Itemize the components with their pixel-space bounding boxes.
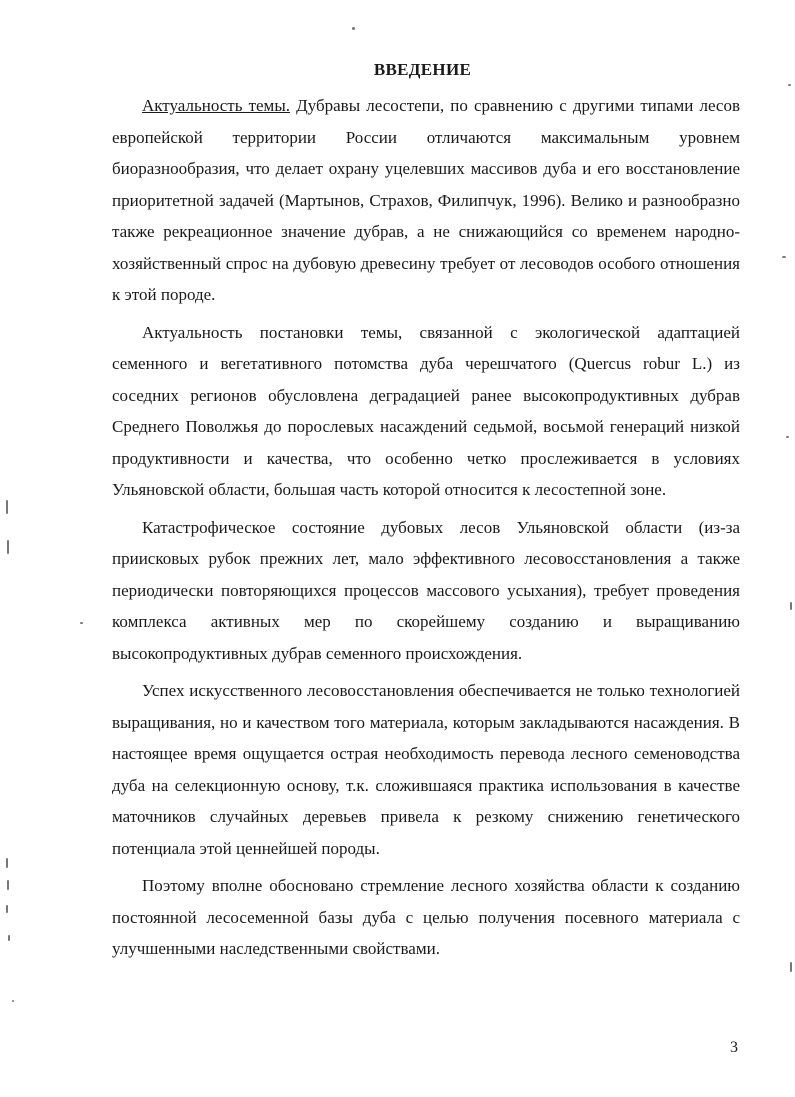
scan-speck [6, 500, 8, 514]
scan-speck [352, 27, 355, 30]
scan-speck [782, 256, 786, 258]
page-number: 3 [730, 1039, 738, 1056]
scan-speck [790, 962, 792, 972]
scan-speck [12, 1000, 14, 1002]
scan-speck [788, 84, 791, 86]
scan-speck [6, 905, 8, 913]
scan-speck [786, 436, 789, 438]
scan-speck [7, 880, 9, 890]
paragraph-reforestation: Успех искусственного лесовосстановления обеспечивается не только технологией выращивания, но и качеством того материала, которым закладываются насаждения. В настоящее время ощущается острая необходимость перевода лесного семеноводства дуба на селекционную основу, т.к. сложившаяся практика использования в качестве маточников случайных деревьев привела к резкому снижению генетического потенциала этой ценнейшей породы. [112, 681, 740, 858]
paragraph-lead: Актуальность темы. [142, 96, 290, 115]
scan-speck [7, 540, 9, 554]
scan-speck [80, 622, 83, 624]
paragraph-conclusion: Поэтому вполне обосновано стремление лесного хозяйства области к созданию постоянной лесосеменной базы дуба с целью получения посевного материала с улучшенными наследственными свойствами. [112, 876, 740, 958]
scan-speck [8, 935, 10, 941]
scan-speck [790, 602, 792, 610]
paragraph-text: Дубравы лесостепи, по сравнению с другими типами лесов европейской территории России отличаются максимальным уровнем биоразнообразия, что делает охрану уцелевших массивов дуба и его восстановление приоритетной задачей (Мартынов, Страхов, Филипчук, 1996). Велико и разнообразно также рекреационное значение дубрав, а не снижающийся со временем народно-хозяйственный спрос на дубовую древесину требует от лесоводов особого отношения к этой породе. [112, 96, 740, 304]
paragraph-relevance [112, 90, 740, 311]
paragraph-condition: Катастрофическое состояние дубовых лесов Ульяновской области (из-за приисковых рубок прежних лет, мало эффективного лесовосстановления а также периодически повторяющихся процессов массового усыхания), требует проведения комплекса активных мер по скорейшему созданию и выращиванию высокопродуктивных дубрав семенного происхождения. [112, 517, 740, 663]
page-title: ВВЕДЕНИЕ [373, 60, 472, 79]
body-text [112, 90, 740, 971]
paragraph-adaptation: Актуальность постановки темы, связанной с экологической адаптацией семенного и вегетативного потомства дуба черешчатого (Quercus robur L.) из соседних регионов обусловлена деградацией ранее высокопродуктивных дубрав Среднего Поволжья до порослевых насаждений седьмой, восьмой генераций низкой продуктивности и качества, что особенно четко прослеживается в условиях Ульяновской области, большая часть которой относится к лесостепной зоне. [112, 322, 740, 499]
scan-speck [6, 858, 8, 868]
